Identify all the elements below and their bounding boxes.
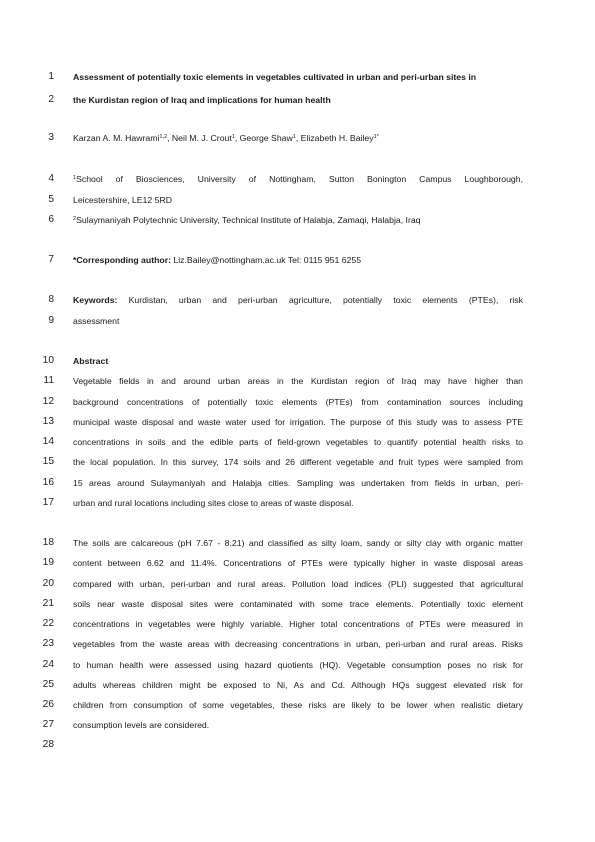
keywords-line: assessment xyxy=(73,316,120,326)
line-number: 9 xyxy=(48,315,54,326)
abstract-line: children from consumption of some vegetables, these risks are likely to be lower when realistic dietary xyxy=(73,700,523,710)
line-number: 4 xyxy=(48,173,54,184)
paper-title-line: Assessment of potentially toxic elements in vegetables cultivated in urban and peri-urban sites in xyxy=(73,72,477,82)
abstract-line: concentrations in soils and the edible parts of field-grown vegetables to quantify potential health risks to xyxy=(73,437,523,447)
line-number: 21 xyxy=(42,598,54,609)
line-number: 13 xyxy=(42,416,54,427)
line-number: 7 xyxy=(48,254,54,265)
abstract-line: content between 6.62 and 11.4%. Concentrations of PTEs were typically higher in waste disposal areas xyxy=(73,558,523,568)
line-number: 2 xyxy=(48,94,54,105)
affiliation-sup: 2 xyxy=(73,216,77,222)
paper-title-line: the Kurdistan region of Iraq and implications for human health xyxy=(73,95,331,105)
abstract-line: adults whereas children might be exposed to Ni, As and Cd. Although HQs suggest elevated risk for xyxy=(73,680,523,690)
abstract-line: background concentrations of potentially toxic elements (PTEs) from contamination sources including xyxy=(73,397,523,407)
abstract-line: to human health were assessed using hazard quotients (HQ). Vegetable consumption poses no risk for xyxy=(73,660,523,670)
line-number: 17 xyxy=(42,497,54,508)
affiliation-text: Sulaymaniyah Polytechnic University, Technical Institute of Halabja, Zamaqi, Halabja, Iraq xyxy=(76,215,421,225)
affiliation-1-cont: Leicestershire, LE12 5RD xyxy=(73,195,172,205)
author-separator: , xyxy=(295,133,301,143)
keywords-text: Kurdistan, urban and peri-urban agriculture, potentially toxic elements (PTEs), risk xyxy=(117,295,523,305)
corresponding-contact: Liz.Bailey@nottingham.ac.uk Tel: 0115 951 6255 xyxy=(170,255,362,265)
line-number: 12 xyxy=(42,396,54,407)
corresponding-author xyxy=(73,254,523,266)
line-number: 18 xyxy=(42,537,54,548)
abstract-line: the local population. In this survey, 174 soils and 26 different vegetable and fruit types were sampled from xyxy=(73,457,523,467)
author-name: Elizabeth H. Bailey xyxy=(300,133,374,143)
abstract-line: vegetables from the waste areas with decreasing concentrations in urban, peri-urban and rural areas. Risks xyxy=(73,639,523,649)
corresponding-label: *Corresponding author: xyxy=(73,255,171,265)
author-affiliation-sup: 1 xyxy=(292,134,296,140)
abstract-line: concentrations in vegetables were highly variable. Higher total concentrations of PTEs were measured in xyxy=(73,619,523,629)
line-number: 6 xyxy=(48,214,54,225)
line-number: 11 xyxy=(43,375,54,386)
line-number: 25 xyxy=(42,679,54,690)
affiliation-1 xyxy=(73,173,523,185)
abstract-line: consumption levels are considered. xyxy=(73,720,210,730)
abstract-line: The soils are calcareous (pH 7.67 - 8.21) and classified as silty loam, sandy or silty clay with organic matter xyxy=(73,538,523,548)
abstract-line: soils near waste disposal sites were contaminated with some trace elements. Potentially toxic element xyxy=(73,599,523,609)
author-name: Neil M. J. Crout xyxy=(171,133,232,143)
line-number: 19 xyxy=(42,557,54,568)
author-separator: , xyxy=(234,133,240,143)
author-affiliation-sup: 1 xyxy=(231,134,235,140)
affiliation-text: School of Biosciences, University of Nottingham, Sutton Bonington Campus Loughborough, xyxy=(76,174,523,184)
abstract-line: municipal waste disposal and waste water used for irrigation. The purpose of this study was to assess PTE xyxy=(73,417,523,427)
affiliation-2 xyxy=(73,214,523,226)
keywords-line xyxy=(73,294,523,306)
line-number: 22 xyxy=(42,618,54,629)
line-number: 1 xyxy=(48,71,54,82)
line-number: 28 xyxy=(42,739,54,750)
author-affiliation-sup: 1* xyxy=(373,134,379,140)
line-number: 20 xyxy=(42,578,54,589)
line-number: 5 xyxy=(48,194,54,205)
author-affiliation-sup: 1,2 xyxy=(159,134,168,140)
keywords-label: Keywords: xyxy=(73,295,118,305)
affiliation-sup: 1 xyxy=(73,175,77,181)
abstract-line: 15 areas around Sulaymaniyah and Halabja cities. Sampling was undertaken from fields in urban, peri- xyxy=(73,478,523,488)
line-number: 16 xyxy=(42,477,54,488)
line-number: 3 xyxy=(48,132,54,143)
line-number: 27 xyxy=(42,719,54,730)
line-number: 26 xyxy=(42,699,54,710)
author-list xyxy=(73,132,523,144)
line-number: 15 xyxy=(42,456,54,467)
abstract-line: Vegetable fields in and around urban areas in the Kurdistan region of Iraq may have higher than xyxy=(73,376,523,386)
author-name: Karzan A. M. Hawrami xyxy=(73,133,160,143)
abstract-line: compared with urban, peri-urban and rural areas. Pollution load indices (PLI) suggested that agricultural xyxy=(73,579,523,589)
line-number: 23 xyxy=(42,638,54,649)
author-name: George Shaw xyxy=(239,133,293,143)
line-number: 8 xyxy=(48,294,54,305)
line-number: 10 xyxy=(42,355,54,366)
line-number: 14 xyxy=(42,436,54,447)
abstract-line: urban and rural locations including sites close to areas of waste disposal. xyxy=(73,498,354,508)
author-separator: , xyxy=(167,133,172,143)
line-number: 24 xyxy=(42,659,54,670)
abstract-heading: Abstract xyxy=(73,356,109,366)
